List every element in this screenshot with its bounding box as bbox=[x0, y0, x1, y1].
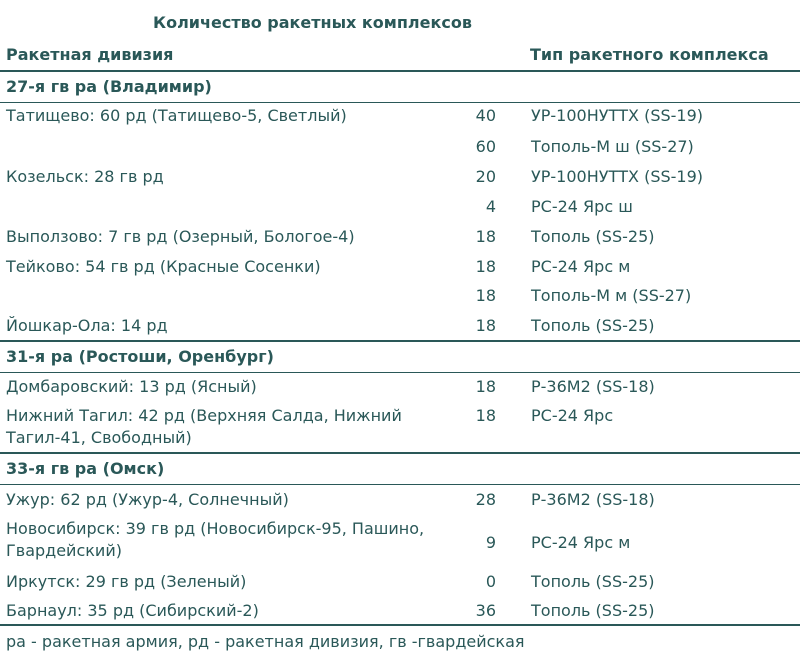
division-cell: Тейково: 54 гв рд (Красные Сосенки) bbox=[6, 257, 321, 276]
section-title: 27-я гв ра (Владимир) bbox=[6, 77, 212, 96]
section-title: 33-я гв ра (Омск) bbox=[6, 459, 165, 478]
type-cell: РС-24 Ярс bbox=[531, 406, 614, 425]
division-cell: Ужур: 62 рд (Ужур-4, Солнечный) bbox=[6, 490, 289, 509]
count-cell: 18 bbox=[475, 286, 496, 305]
division-cell: Новосибирск: 39 гв рд (Новосибирск-95, Пашино, Гвардейский) bbox=[6, 519, 425, 560]
type-cell: Тополь-М м (SS-27) bbox=[531, 286, 692, 305]
footnote-text: ра - ракетная армия, рд - ракетная дивизия, гв -гвардейская bbox=[6, 632, 525, 651]
type-cell: Р-36М2 (SS-18) bbox=[531, 490, 655, 509]
division-cell: Татищево: 60 рд (Татищево-5, Светлый) bbox=[6, 106, 347, 125]
count-cell: 40 bbox=[475, 106, 496, 125]
division-cell: Иркутск: 29 гв рд (Зеленый) bbox=[6, 572, 247, 591]
type-column-header: Тип ракетного комплекса bbox=[530, 45, 769, 64]
type-cell: РС-24 Ярс м bbox=[531, 257, 631, 276]
type-cell: РС-24 Ярс ш bbox=[531, 197, 633, 216]
type-cell: Р-36М2 (SS-18) bbox=[531, 377, 655, 396]
type-cell: Тополь (SS-25) bbox=[531, 572, 655, 591]
count-cell: 60 bbox=[475, 137, 496, 156]
count-cell: 28 bbox=[475, 490, 496, 509]
division-cell: Выползово: 7 гв рд (Озерный, Бологое-4) bbox=[6, 227, 355, 246]
division-column-header: Ракетная дивизия bbox=[6, 45, 174, 64]
section-header-27 bbox=[0, 72, 800, 103]
count-cell: 36 bbox=[475, 601, 496, 620]
type-cell: УР-100НУТТХ (SS-19) bbox=[531, 106, 704, 125]
count-column-header: Количество ракетных комплексов bbox=[153, 13, 472, 32]
section-header-33 bbox=[0, 452, 800, 485]
count-cell: 18 bbox=[475, 406, 496, 425]
count-cell: 4 bbox=[485, 197, 496, 216]
type-cell: Тополь (SS-25) bbox=[531, 601, 655, 620]
footnote bbox=[0, 624, 800, 662]
division-cell: Козельск: 28 гв рд bbox=[6, 167, 164, 186]
division-cell: Нижний Тагил: 42 рд (Верхняя Салда, Нижний Тагил-41, Свободный) bbox=[6, 406, 402, 447]
section-title: 31-я ра (Ростоши, Оренбург) bbox=[6, 347, 274, 366]
count-cell: 18 bbox=[475, 257, 496, 276]
type-cell: Тополь-М ш (SS-27) bbox=[531, 137, 694, 156]
division-cell: Барнаул: 35 рд (Сибирский-2) bbox=[6, 601, 259, 620]
type-cell: РС-24 Ярс м bbox=[531, 533, 631, 552]
division-cell: Домбаровский: 13 рд (Ясный) bbox=[6, 377, 257, 396]
count-cell: 0 bbox=[485, 572, 496, 591]
division-cell: Йошкар-Ола: 14 рд bbox=[6, 316, 168, 335]
count-cell: 18 bbox=[475, 227, 496, 246]
count-cell: 20 bbox=[475, 167, 496, 186]
section-header-31 bbox=[0, 340, 800, 373]
type-cell: УР-100НУТТХ (SS-19) bbox=[531, 167, 704, 186]
type-cell: Тополь (SS-25) bbox=[531, 316, 655, 335]
count-cell: 18 bbox=[475, 377, 496, 396]
count-cell: 9 bbox=[485, 533, 496, 552]
type-cell: Тополь (SS-25) bbox=[531, 227, 655, 246]
table-header-row bbox=[0, 42, 800, 72]
count-cell: 18 bbox=[475, 316, 496, 335]
